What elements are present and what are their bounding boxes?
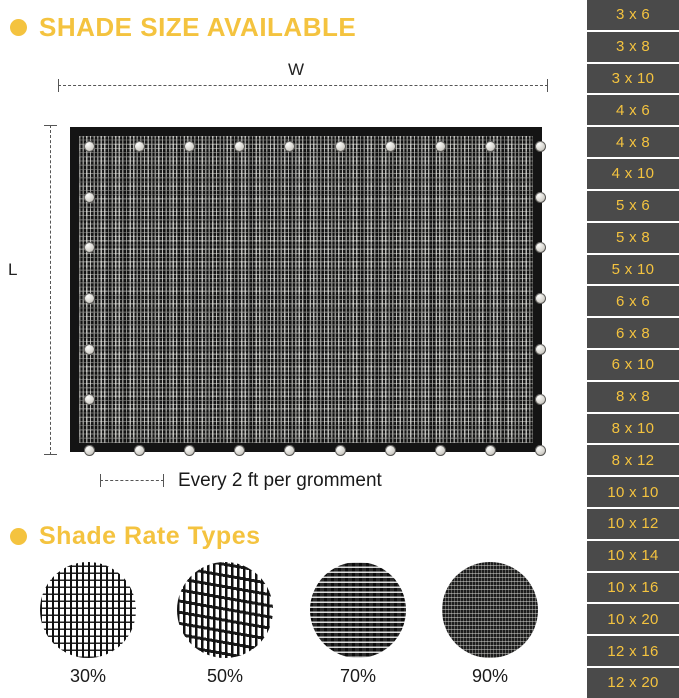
grommet-icon [335, 141, 346, 152]
grommet-icon [84, 293, 95, 304]
shade-rate-swatch-70 [310, 562, 406, 658]
grommet-icon [385, 141, 396, 152]
grommet-icon [535, 445, 546, 456]
size-chip[interactable]: 10 x 12 [587, 509, 679, 539]
shade-size-heading [10, 12, 356, 43]
size-options-list [587, 0, 679, 698]
grommet-spacing-dashes [100, 480, 164, 481]
grommet-icon [184, 445, 195, 456]
grommet-icon [84, 192, 95, 203]
width-dimension-cap-left [58, 79, 59, 92]
bullet-dot-icon [10, 19, 27, 36]
grommet-spacing-note [100, 470, 382, 492]
grommet-icon [535, 394, 546, 405]
tarp-diagram [0, 55, 590, 505]
shade-rate-heading [10, 522, 261, 551]
shade-rate-label: 30% [69, 666, 107, 686]
size-chip[interactable]: 12 x 20 [587, 668, 679, 698]
shade-rate-label: 50% [206, 666, 244, 686]
size-chip[interactable]: 10 x 20 [587, 604, 679, 634]
size-chip[interactable]: 5 x 10 [587, 255, 679, 285]
grommet-icon [535, 293, 546, 304]
length-label: L [8, 260, 18, 279]
length-dimension-cap-top [44, 125, 57, 126]
grommet-spacing-cap-right [163, 474, 164, 487]
grommet-icon [134, 445, 145, 456]
shade-rate-label: 70% [339, 666, 377, 686]
shade-rate-item [165, 562, 285, 687]
size-chip[interactable]: 3 x 6 [587, 0, 679, 30]
shade-rate-samples [20, 562, 590, 692]
grommet-spacing-arrow [100, 474, 164, 488]
shade-rate-item [28, 562, 148, 687]
grommet-icon [485, 141, 496, 152]
grommet-icon [535, 192, 546, 203]
grommet-icon [84, 344, 95, 355]
size-chip[interactable]: 3 x 8 [587, 32, 679, 62]
width-dimension-dashes [58, 85, 548, 86]
length-dimension-line [50, 125, 52, 455]
width-label: W [288, 60, 305, 79]
grommet-icon [535, 344, 546, 355]
shade-rate-item [298, 562, 418, 687]
shade-rate-swatch-50 [177, 562, 273, 658]
grommet-icon [535, 141, 546, 152]
width-dimension-cap-right [547, 79, 548, 92]
size-chip[interactable]: 6 x 10 [587, 350, 679, 380]
shade-cloth-tarp [70, 127, 542, 452]
size-chip[interactable]: 6 x 8 [587, 318, 679, 348]
grommet-icon [435, 445, 446, 456]
grommet-icon [435, 141, 446, 152]
shade-size-heading-label: SHADE SIZE AVAILABLE [39, 12, 357, 42]
shade-rate-swatch-30 [40, 562, 136, 658]
size-chip[interactable]: 10 x 14 [587, 541, 679, 571]
size-chip[interactable]: 4 x 8 [587, 127, 679, 157]
shade-rate-swatch-90 [442, 562, 538, 658]
length-dimension-dashes [50, 125, 51, 455]
size-chip[interactable]: 5 x 6 [587, 191, 679, 221]
bullet-dot-icon [10, 528, 27, 545]
grommet-icon [284, 445, 295, 456]
size-chip[interactable]: 10 x 10 [587, 477, 679, 507]
grommet-icon [84, 445, 95, 456]
grommet-spacing-text: Every 2 ft per gromment [178, 470, 382, 491]
size-chip[interactable]: 5 x 8 [587, 223, 679, 253]
width-dimension-line [58, 85, 548, 87]
grommet-icon [535, 242, 546, 253]
shade-rate-item [430, 562, 550, 687]
size-chip[interactable]: 6 x 6 [587, 286, 679, 316]
grommet-icon [385, 445, 396, 456]
grommet-icon [84, 141, 95, 152]
size-chip[interactable]: 8 x 10 [587, 414, 679, 444]
size-chip[interactable]: 10 x 16 [587, 573, 679, 603]
grommet-icon [335, 445, 346, 456]
grommet-spacing-cap-left [100, 474, 101, 487]
length-dimension-cap-bottom [44, 454, 57, 455]
mesh-fabric-texture [79, 136, 533, 443]
size-chip[interactable]: 3 x 10 [587, 64, 679, 94]
size-chip[interactable]: 12 x 16 [587, 636, 679, 666]
size-chip[interactable]: 8 x 8 [587, 382, 679, 412]
grommet-icon [485, 445, 496, 456]
size-chip[interactable]: 4 x 10 [587, 159, 679, 189]
shade-rate-heading-label: Shade Rate Types [39, 522, 261, 550]
shade-rate-label: 90% [471, 666, 509, 686]
size-chip[interactable]: 8 x 12 [587, 445, 679, 475]
grommet-icon [234, 445, 245, 456]
size-chip[interactable]: 4 x 6 [587, 95, 679, 125]
